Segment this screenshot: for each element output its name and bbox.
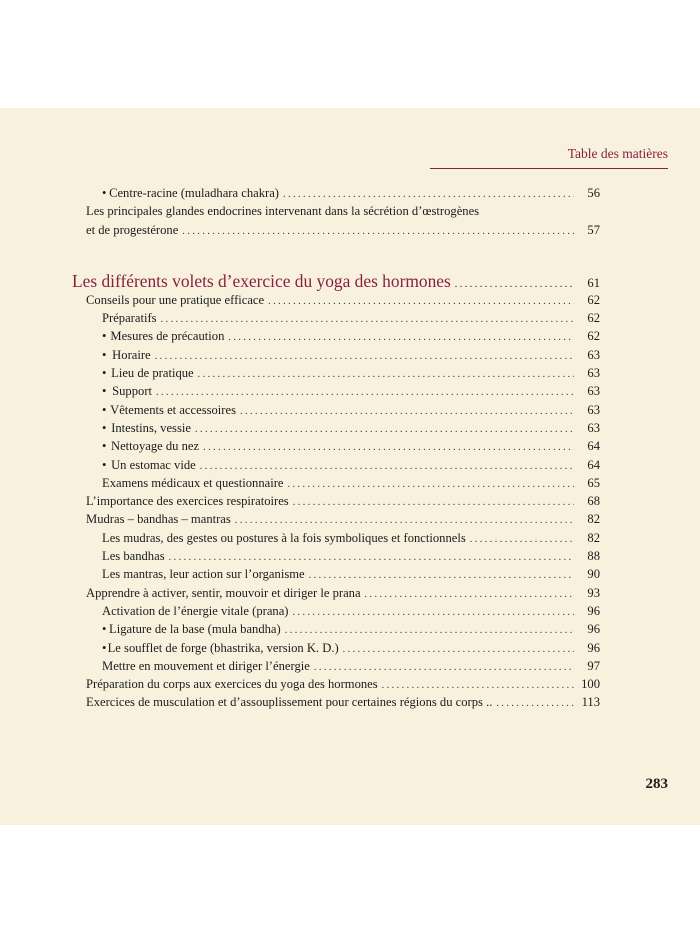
toc-entry-row bbox=[72, 512, 600, 530]
toc-entry-row bbox=[72, 204, 600, 222]
toc-page-number: 88 bbox=[587, 549, 600, 564]
toc-entry-label: Horaire bbox=[112, 347, 151, 362]
dot-leader bbox=[169, 552, 574, 563]
toc-entry-row bbox=[72, 494, 600, 512]
toc-page-number: 96 bbox=[587, 622, 600, 637]
bullet-icon: • bbox=[102, 640, 107, 655]
toc-entry-label: Les mantras, leur action sur l’organisme bbox=[102, 567, 305, 582]
book-page bbox=[0, 108, 700, 825]
toc-entry-row bbox=[72, 659, 600, 677]
bullet-icon: • bbox=[102, 420, 107, 435]
dot-leader bbox=[470, 534, 574, 545]
toc-entry-label: Support bbox=[112, 384, 153, 399]
toc-entry-label: Apprendre à activer, sentir, mouvoir et diriger le prana bbox=[86, 585, 361, 600]
toc-page-number: 64 bbox=[587, 457, 600, 472]
toc-page-number: 63 bbox=[587, 402, 600, 417]
toc-entry-label: Les différents volets d’exercice du yoga des hormones bbox=[72, 270, 451, 291]
dot-leader bbox=[156, 387, 574, 398]
dot-leader bbox=[235, 515, 574, 526]
toc-page-number: 113 bbox=[581, 695, 600, 710]
toc-page-number: 68 bbox=[587, 494, 600, 509]
toc-entry-row bbox=[72, 421, 600, 439]
toc-page-number: 56 bbox=[587, 186, 600, 200]
dot-leader bbox=[161, 314, 574, 325]
dot-leader bbox=[496, 698, 574, 709]
bullet-icon: • bbox=[102, 366, 107, 381]
toc-entry-label: Préparation du corps aux exercices du yoga des hormones bbox=[86, 677, 378, 692]
toc-entry-label: Les bandhas bbox=[102, 549, 165, 564]
toc-page-number: 64 bbox=[587, 439, 600, 454]
toc-entry-row bbox=[72, 366, 600, 384]
dot-leader bbox=[198, 369, 574, 380]
dot-leader bbox=[228, 332, 574, 343]
toc-entry-label: Vêtements et accessoires bbox=[110, 402, 236, 417]
dot-leader bbox=[268, 296, 574, 307]
toc-page-number: 90 bbox=[587, 567, 600, 582]
toc-entry-label: Activation de l’énergie vitale (prana) bbox=[102, 603, 289, 618]
dot-leader bbox=[343, 644, 574, 655]
dot-leader bbox=[283, 189, 574, 200]
toc-page-number: 82 bbox=[587, 512, 600, 527]
toc-entry-row bbox=[72, 439, 600, 457]
toc-page-number: 93 bbox=[587, 585, 600, 600]
page-number: 283 bbox=[645, 776, 668, 792]
toc-page-number: 96 bbox=[587, 640, 600, 655]
dot-leader bbox=[288, 479, 575, 490]
toc-entry-row bbox=[72, 695, 600, 713]
toc-entry-label: et de progestérone bbox=[86, 222, 179, 237]
toc-page-number: 62 bbox=[587, 311, 600, 326]
toc-entry-row bbox=[72, 403, 600, 421]
bullet-icon: • bbox=[102, 186, 107, 200]
toc-entry-label: Mesures de précaution bbox=[110, 329, 225, 344]
toc-page-number: 63 bbox=[587, 384, 600, 399]
toc-entry-label: Lieu de pratique bbox=[111, 366, 194, 381]
toc-entry-row bbox=[72, 531, 600, 549]
toc-entry-row bbox=[72, 476, 600, 494]
toc-page-number: 96 bbox=[587, 603, 600, 618]
toc-entry-row bbox=[72, 677, 600, 695]
toc-page-number: 65 bbox=[587, 475, 600, 490]
toc-entry-label: Le soufflet de forge (bhastrika, version K. D.) bbox=[107, 640, 339, 655]
dot-leader bbox=[155, 351, 574, 362]
toc-page-number: 82 bbox=[587, 530, 600, 545]
toc-entry-label: Les principales glandes endocrines intervenant dans la sécrétion d’œstrogènes bbox=[86, 204, 480, 219]
toc-entry-label: Exercices de musculation et d’assouplissement pour certaines régions du corps .. bbox=[86, 695, 493, 710]
toc-page-number: 57 bbox=[587, 222, 600, 237]
bullet-icon: • bbox=[102, 622, 107, 637]
dot-leader bbox=[203, 442, 574, 453]
toc-entry-label: L’importance des exercices respiratoires bbox=[86, 494, 289, 509]
dot-leader bbox=[314, 662, 574, 673]
bullet-icon: • bbox=[102, 329, 107, 344]
dot-leader bbox=[309, 570, 574, 581]
toc-entry-label: Ligature de la base (mula bandha) bbox=[109, 622, 281, 637]
toc-entry-row bbox=[72, 567, 600, 585]
bullet-icon: • bbox=[102, 439, 107, 454]
bullet-icon: • bbox=[102, 384, 107, 399]
toc-entry-label: Centre-racine (muladhara chakra) bbox=[109, 186, 279, 200]
toc-entry-label: Un estomac vide bbox=[111, 457, 196, 472]
toc-entry-row bbox=[72, 458, 600, 476]
toc-page-number: 62 bbox=[587, 292, 600, 307]
toc-entry-label: Examens médicaux et questionnaire bbox=[102, 475, 284, 490]
toc-entry-label: Intestins, vessie bbox=[111, 420, 191, 435]
toc-entry-row bbox=[72, 293, 600, 311]
toc-entry-label: Conseils pour une pratique efficace bbox=[86, 292, 265, 307]
running-head: Table des matières bbox=[567, 146, 668, 161]
toc-entry-label: Préparatifs bbox=[102, 311, 157, 326]
toc-entry-row bbox=[72, 311, 600, 329]
dot-leader bbox=[200, 461, 574, 472]
toc-entry-label: Mettre en mouvement et diriger l’énergie bbox=[102, 658, 310, 673]
toc-entry-row bbox=[72, 329, 600, 347]
toc-entry-row bbox=[72, 348, 600, 366]
dot-leader bbox=[455, 279, 574, 290]
dot-leader bbox=[285, 625, 574, 636]
toc-entry-row bbox=[72, 586, 600, 604]
dot-leader bbox=[365, 589, 574, 600]
toc-page-number: 61 bbox=[587, 275, 600, 290]
table-of-contents bbox=[72, 186, 600, 714]
toc-page-number: 63 bbox=[587, 347, 600, 362]
toc-entry-row bbox=[72, 641, 600, 659]
toc-page-number: 63 bbox=[587, 366, 600, 381]
toc-page-number: 97 bbox=[587, 658, 600, 673]
toc-page-number: 100 bbox=[581, 677, 600, 692]
toc-entry-row bbox=[72, 384, 600, 402]
toc-entry-row bbox=[72, 604, 600, 622]
toc-chapter-row bbox=[72, 271, 600, 293]
header-rule bbox=[430, 168, 668, 169]
dot-leader bbox=[195, 424, 574, 435]
dot-leader bbox=[382, 680, 574, 691]
dot-leader bbox=[293, 607, 575, 618]
toc-entry-label: Mudras – bandhas – mantras bbox=[86, 512, 231, 527]
toc-page-number: 62 bbox=[587, 329, 600, 344]
dot-leader bbox=[182, 226, 574, 237]
toc-entry-row bbox=[72, 622, 600, 640]
toc-page-number: 63 bbox=[587, 420, 600, 435]
toc-entry-label: Nettoyage du nez bbox=[110, 439, 200, 454]
toc-entry-label: Les mudras, des gestes ou postures à la fois symboliques et fonctionnels bbox=[102, 530, 466, 545]
toc-entry-row bbox=[72, 186, 600, 204]
dot-leader bbox=[293, 497, 574, 508]
bullet-icon: • bbox=[102, 457, 107, 472]
dot-leader bbox=[240, 406, 574, 417]
bullet-icon: • bbox=[102, 347, 107, 362]
toc-entry-row bbox=[72, 223, 600, 241]
toc-entry-row bbox=[72, 549, 600, 567]
bullet-icon: • bbox=[102, 402, 107, 417]
